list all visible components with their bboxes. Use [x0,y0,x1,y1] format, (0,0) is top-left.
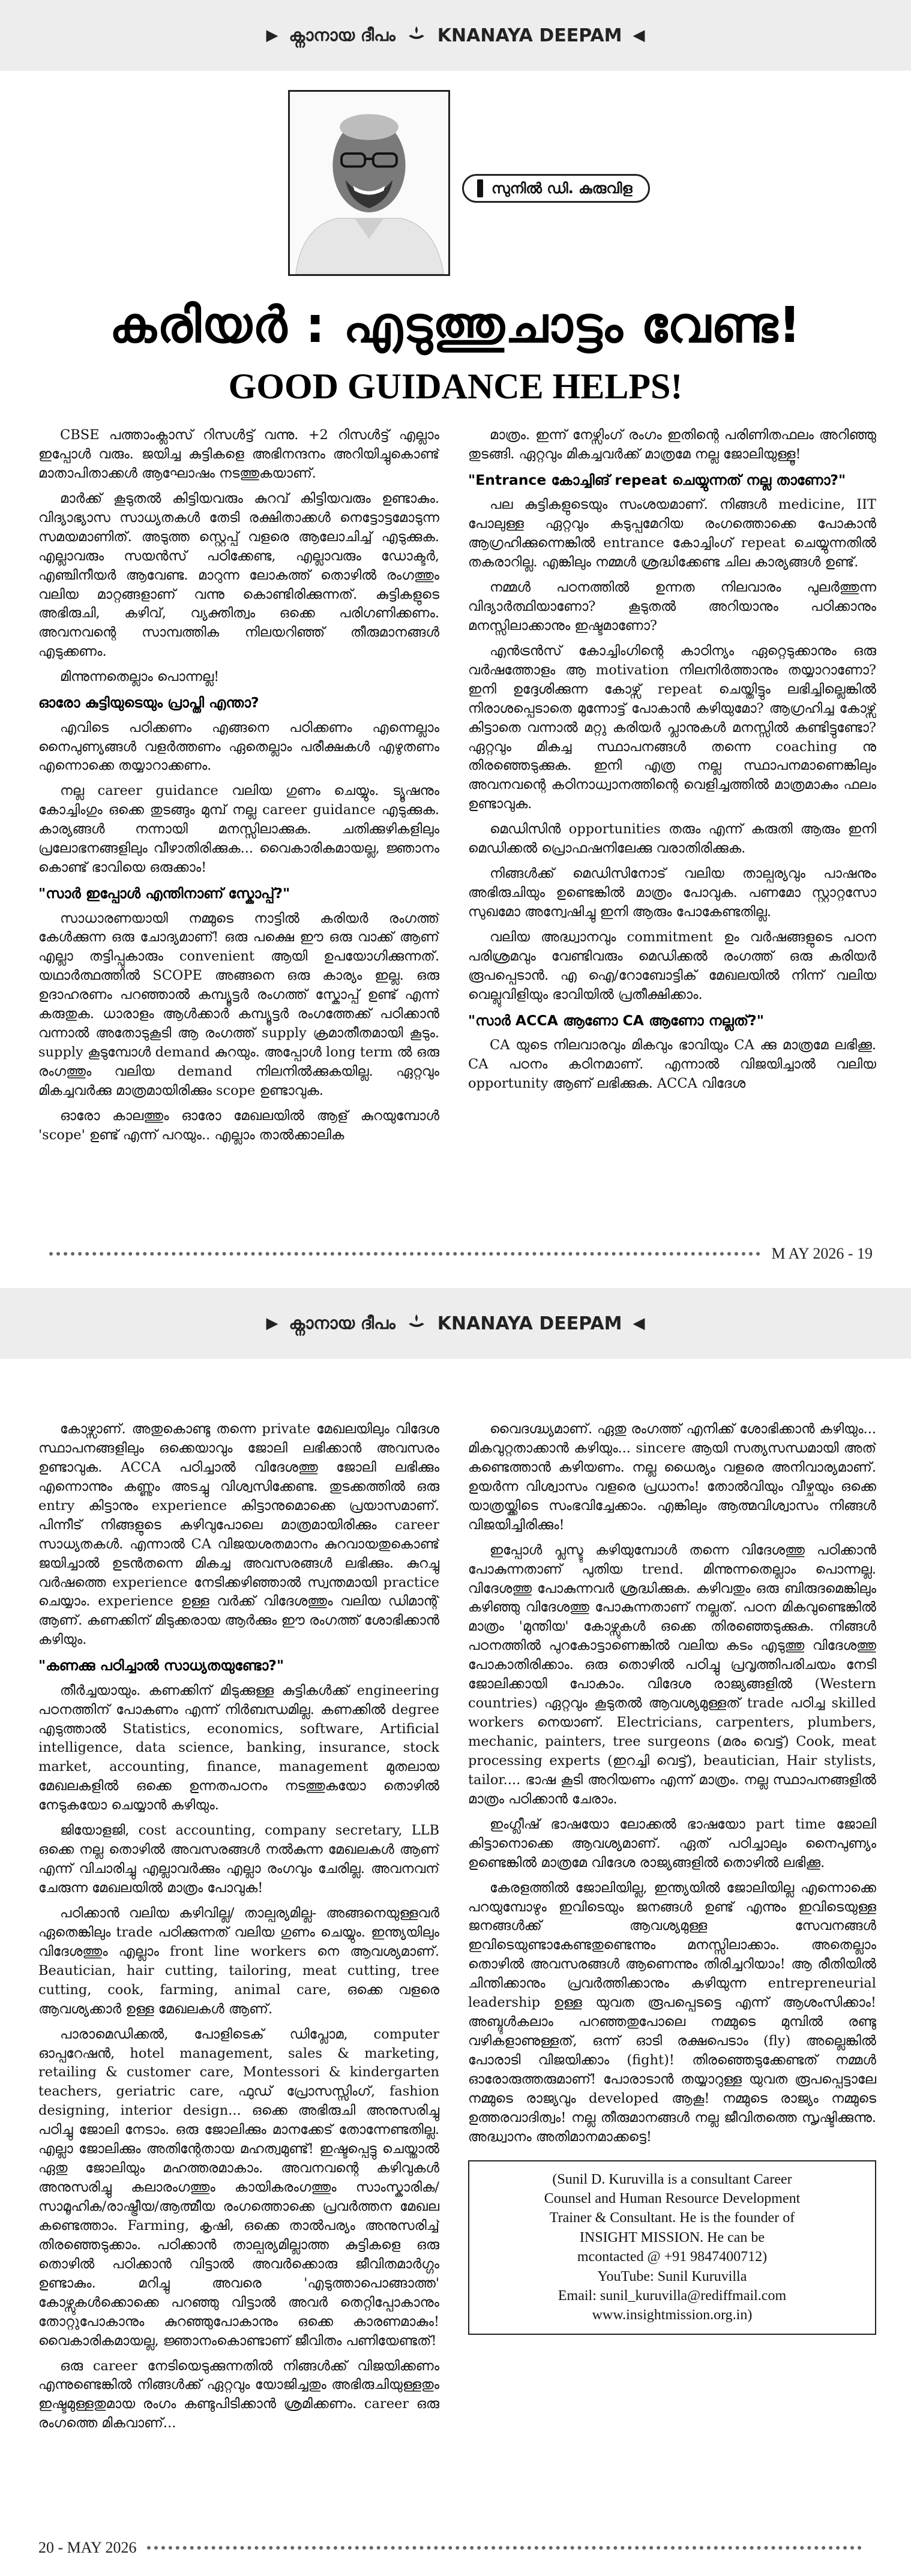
paragraph: മെഡിസിൻ opportunities തരും എന്ന് കരുതി ആരും ഇനി മെഡിക്കൽ പ്രൊഫഷനിലേക്കു വരാതിരിക്കുക. [468,821,876,857]
paragraph: ജിയോളജി, cost accounting, company secretary, LLB ഒക്കെ നല്ല തൊഴിൽ അവസരങ്ങൾ നൽകുന്ന മേഖലകൾ ആണ് എന്ന് വിചാരിച്ചു എല്ലാവർക്കും എല്ലാ രംഗവും ചേരില്ല. അവനവന് ചേരുന്ന മേഖലയിൽ മാത്രം പോവുക! [38,1823,439,1896]
magazine-name-english: KNANAYA DEEPAM [437,25,622,46]
paragraph: നല്ല career guidance വലിയ ഗുണം ചെയ്യും. ട്യൂഷനും കോച്ചിംഗും ഒക്കെ തുടങ്ങും മുമ്പ് നല്ല career guidance എടുക്കുക. കാര്യങ്ങൾ നന്നായി മനസ്സിലാക്കുക. ചതിക്കുഴികളിലും പ്രലോഭനങ്ങളിലും വീഴാതിരിക്കുക... വൈകാരികമായല്ല, ജ്ഞാനം കൊണ്ട് ഭാവിയെ ഒരുക്കാം! [38,783,439,876]
paragraph: തീർച്ചയായും. കണക്കിന് മിടുക്കുള്ള കുട്ടികൾക്ക് engineering പഠനത്തിന് പോകണം എന്ന് നിർബന്ധമില്ല. കണക്കിൽ degree എടുത്താൽ Statistics, economics, software, Artificial intelligence, data science, banking, insurance, stock market, accounting, finance, management മുതലായ മേഖലകളിൽ ഒക്കെ ഉന്നതപഠനം നടത്തുകയോ തൊഴിൽ നേടുകയോ ചെയ്യാൻ കഴിയും. [38,1682,439,1814]
author-name: സുനിൽ ഡി. കുരുവിള [492,180,633,197]
paragraph: കോഴ്സാണ്. അതുകൊണ്ടു തന്നെ private മേഖലയിലും വിദേശ സ്ഥാപനങ്ങളിലും ഒക്കെയാവും ജോലി ലഭിക്കാൻ അവസരം ഉണ്ടാവുക. ACCA പഠിച്ചാൽ വിദേശത്തു ജോലി ലഭിക്കും എന്നൊന്നും കണ്ണും അടച്ചു വിശ്വസിക്കേണ്ട. തുടക്കത്തിൽ ഒരു entry കിട്ടാനും experience കിട്ടാനുമൊക്കെ പ്രയാസമാണ്. പിന്നീട് നിങ്ങളുടെ കഴിവുപോലെ മാത്രമായിരിക്കും career സാധ്യതകൾ. എന്നാൽ CA വിജയശതമാനം കുറവായതുകൊണ്ട് ജയിച്ചാൽ ഉടൻതന്നെ മികച്ച അവസരങ്ങൾ ലഭിക്കും. കുറച്ചു വർഷത്തെ experience നേടിക്കഴിഞ്ഞാൽ സ്വന്തമായി practice ചെയ്യാം. experience ഉള്ള വർക്ക് വിദേശത്തും വലിയ ഡിമാന്റ് ആണ്. കണക്കിന് മിടുക്കരായ ആർക്കും ഈ രംഗത്ത് ശോഭിക്കാൻ കഴിയും. [38,1421,439,1648]
section-heading: "സാർ ACCA ആണോ CA ആണോ നല്ലത്?" [468,1011,765,1029]
bio-line: (Sunil D. Kuruvilla is a consultant Career [552,2171,792,2187]
page20-column-left [38,1420,439,2500]
paragraph: നമ്മൾ പഠനത്തിൽ ഉന്നത നിലവാരം പുലർത്തുന്ന വിദ്യാർത്ഥിയാണോ? കൂടുതൽ അറിയാനും പഠിക്കാനും മനസ്സിലാക്കാനും ഇഷ്ടമാണോ? [468,580,876,634]
paragraph: ഇംഗ്ലീഷ് ഭാഷയോ ലോക്കൽ ഭാഷയോ part time ജോലി കിട്ടാനൊക്കെ ആവശ്യമാണ്. ഏത് പഠിച്ചാലും നൈപുണ്യം ഉണ്ടെങ്കിൽ മാത്രമേ വിദേശ രാജ്യങ്ങളിൽ തൊഴിൽ ലഭിക്കൂ. [468,1816,876,1871]
page-number-20: 20 - MAY 2026 [38,2539,137,2556]
left-triangle-icon: ◀ [633,1314,645,1332]
left-triangle-icon: ◀ [633,26,645,44]
right-triangle-icon: ▶ [266,1314,278,1332]
paragraph: മിന്നുന്നതെല്ലാം പൊന്നല്ല! [60,669,220,685]
author-bio-box [468,2160,876,2335]
magazine-name-malayalam: ക്നാനായ ദീപം [289,25,395,45]
bio-email: Email: sunil_kuruvilla@rediffmail.com [558,2288,787,2304]
paragraph: എൻട്രൻസ് കോച്ചിംഗിന്റെ കാഠിന്യം ഏറ്റെടുക്കാനും ഒരു വർഷത്തോളം ആ motivation നിലനിർത്താനും തയ്യാറാണോ? ഇനി ഉദ്ദേശിക്കുന്ന കോഴ്സ് repeat ചെയ്തിട്ടും ലഭിച്ചില്ലെങ്കിൽ നിരാശപ്പെടാതെ മുന്നോട്ട് പോകാൻ കഴിയുമോ? ആഗ്രഹിച്ച കോഴ്സ് കിട്ടാതെ വന്നാൽ മറ്റു കരിയർ പ്ലാനുകൾ മനസ്സിൽ കണ്ടിട്ടുണ്ടോ? ഏറ്റവും മികച്ച സ്ഥാപനങ്ങൾ തന്നെ coaching നു തിരഞ്ഞെടുക്കുക. ഇനി എത്ര നല്ല സ്ഥാപനമാണെങ്കിലും അവനവന്റെ കഠിനാധ്വാനത്തിന്റെ വെളിച്ചത്തിൽ മാത്രമാകും ഫലം ഉണ്ടാവുക. [468,643,876,812]
paragraph: വൈദഗ്ദ്ധ്യമാണ്. ഏതു രംഗത്ത് എനിക്ക് ശോഭിക്കാൻ കഴിയും... മികവുറ്റതാക്കാൻ കഴിയും... sincere ആയി സത്യസന്ധമായി അത് കണ്ടെത്താൻ കഴിയണം. നല്ല ധൈര്യം വളരെ അനിവാര്യമാണ്. ഉയർന്ന വിശ്വാസം വളരെ പ്രധാനം! തോൽവിയും വീഴ്ചയും ഒക്കെ യാത്രയ്ക്കിടെ സംഭവിച്ചേക്കാം. എങ്കിലും ആത്മവിശ്വാസം നിങ്ങൾ വിജയിച്ചിരിക്കും! [468,1421,876,1533]
footer-dotted-rule [49,1252,760,1256]
lamp-icon [406,24,427,47]
footer-dotted-rule [147,2546,862,2550]
bio-website: www.insightmission.org.in) [592,2307,753,2323]
bio-line: Trainer & Consultant. He is the founder of [549,2210,795,2226]
paragraph: CBSE പത്താംക്ലാസ് റിസൾട്ട് വന്നു. +2 റിസൾട്ട് എല്ലാം ഇപ്പോൾ വരും. ജയിച്ച കുട്ടികളെ അഭിനന്ദനം അറിയിച്ചുകൊണ്ട് മാതാപിതാക്കൾ ആഘോഷം നടത്തുകയാണ്. [38,427,439,481]
running-header [0,1288,911,1359]
paragraph: പല കുട്ടികളുടെയും സംശയമാണ്. നിങ്ങൾ medicine, IIT പോലുള്ള ഏറ്റവും കടുപ്പമേറിയ രംഗത്തൊക്കെ പോകാൻ ആഗ്രഹിക്കുന്നെങ്കിൽ entrance കോച്ചിംഗ് repeat ചെയ്യുന്നതിൽ തകരാറില്ല. എങ്കിലും നമ്മൾ ശ്രദ്ധിക്കേണ്ട ചില കാര്യങ്ങൾ ഉണ്ട്. [468,497,876,571]
paragraph: പാരാമെഡിക്കൽ, പോളിടെക് ഡിപ്ലോമ, computer ഓപ്പറേഷൻ, hotel management, sales & marketing, retailing & customer care, Montessori & kindergarten teachers, geriatric care, ഫുഡ് പ്രോസസ്സിംഗ്, fashion designing, interior design... ഒക്കെ അഭിരുചി അനുസരിച്ചു പഠിച്ചു ജോലി നേടാം. ഒരു ജോലിക്കും മാനക്കേട് തോന്നേണ്ടതില്ല. എല്ലാ ജോലിക്കും അതിന്റേതായ മഹത്വമുണ്ട്! ഇഷ്ടപ്പെട്ടു ചെയ്താൽ ഏതു ജോലിയും മഹത്തരമാകാം. അവനവന്റെ കഴിവുകൾ അനുസരിച്ചു കലാരംഗത്തും കായികരംഗത്തും സാംസ്കാരിക/സാമൂഹിക/രാഷ്ട്രീയ/ആത്മീയ രംഗത്തൊക്കെ പ്രവർത്തന മേഖല കണ്ടെത്താം. Farming, കൃഷി, ഒക്കെ താൽപര്യം അനുസരിച്ച് തിരഞ്ഞെടുക്കാം. പഠിക്കാൻ താല്പര്യമില്ലാത്ത കുട്ടികളെ ഒരു തൊഴിൽ പഠിക്കാൻ വിട്ടാൽ അവർക്കൊരു ജീവിതമാർഗ്ഗം ഉണ്ടാകും. മറിച്ചു അവരെ 'എടുത്താപൊങ്ങാത്ത' കോഴ്സുകൾക്കൊക്കെ പറഞ്ഞു വിട്ടാൽ അവർ തെറ്റിപ്പോകാനും തോറ്റുപോകാനും കുറഞ്ഞുപോകാനും ഒക്കെ കാരണമാകും! വൈകാരികമായല്ല, ജ്ഞാനംകൊണ്ടാണ് ജീവിതം പണിയേണ്ടത്! [38,2026,439,2349]
paragraph: ഇപ്പോൾ പ്ലസ്ടു കഴിയുമ്പോൾ തന്നെ വിദേശത്തു പഠിക്കാൻ പോകുന്നതാണ് പുതിയ trend. മിന്നുന്നതെല്ലാം പൊന്നല്ല. വിദേശത്തു പോകുന്നവർ ശ്രദ്ധിക്കുക. കഴിവതും ഒരു ബിരുദമെങ്കിലും കഴിഞ്ഞു വിദേശത്തു പോകുന്നതാണ് നല്ലത്. പഠന മികവുണ്ടെങ്കിൽ മാത്രം 'മുന്തിയ' കോഴ്സുകൾ ഒക്കെ തിരഞ്ഞെടുക്കുക. നിങ്ങൾ പഠനത്തിൽ പുറകോട്ടാണെങ്കിൽ വലിയ കടം എടുത്തു വിദേശത്തു പോകാതിരിക്കാം. ഒരു തൊഴിൽ പഠിച്ചു പ്രവൃത്തിപരിചയം നേടി ജോലിക്കായി പോകാം. വിദേശ രാജ്യങ്ങളിൽ (Western countries) ഏറ്റവും കൂടുതൽ ആവശ്യമുള്ളത് trade പഠിച്ച skilled workers നെയാണ്. Electricians, carpenters, plumbers, mechanic, painters, tree surgeons (മരം വെട്ട്) Cook, meat processing experts (ഇറച്ചി വെട്ട്), beautician, Hair stylists, tailor.... ഭാഷ കൂടി അറിയണം എന്ന് മാത്രം. നല്ല സ്ഥാപനങ്ങളിൽ മാത്രം പഠിക്കാൻ ചേരാം. [468,1542,876,1807]
byline-marker-icon [477,179,483,197]
paragraph: നിങ്ങൾക്ക് മെഡിസിനോട് വലിയ താല്പര്യവും പാഷനും അഭിരുചിയും ഉണ്ടെങ്കിൽ മാത്രം പോവുക. പണമോ സ്റ്റാറ്റസോ സുഖമോ അന്വേഷിച്ചു ഇനി ആരും പോകേണ്ടതില്ല. [468,866,876,920]
lamp-icon [406,1312,427,1335]
paragraph: CA യുടെ നിലവാരവും മികവും ഭാവിയും CA ക്കു മാത്രമേ ലഭിക്കൂ. CA പഠനം കഠിനമാണ്. എന്നാൽ വിജയിച്ചാൽ വലിയ opportunity ആണ് ലഭിക്കുക. ACCA വിദേശ [468,1037,876,1092]
author-byline [462,174,650,203]
section-heading: ഓരോ കുട്ടിയുടെയും പ്രാപ്തി എന്താ? [38,694,259,711]
page19-column-right [468,426,876,1230]
magazine-name-malayalam: ക്നാനായ ദീപം [289,1313,395,1333]
page20-footer [0,2536,911,2560]
page19-column-left [38,426,439,1230]
article-title-malayalam: കരിയർ : എടുത്തുചാട്ടം വേണ്ട! [109,297,802,354]
paragraph: മാർക്ക് കൂടുതൽ കിട്ടിയവരും കുറവ് കിട്ടിയവരും ഉണ്ടാകും. വിദ്യാഭ്യാസ സാധ്യതകൾ തേടി രക്ഷിതാക്കൾ നെട്ടോട്ടമോടുന്ന സമയമാണിത്. അടുത്ത സ്റ്റെപ്പ് വളരെ ആലോചിച്ച് എടുക്കുക. എല്ലാവരും സയൻസ് പഠിക്കേണ്ട, എല്ലാവരും ഡോക്ടർ, എഞ്ചിനീയർ ആവേണ്ട. മാറുന്ന ലോകത്ത് തൊഴിൽ രംഗത്തും വലിയ മാറ്റങ്ങളാണ് വന്നു കൊണ്ടിരിക്കുന്നത്. കുട്ടികളുടെ അഭിരുചി, കഴിവ്, വ്യക്തിത്വം ഒക്കെ പരിഗണിക്കണം. അവനവന്റെ സാമ്പത്തിക നിലയറിഞ്ഞ് തീരുമാനങ്ങൾ എടുക്കണം. [38,490,439,660]
bio-youtube: YouTube: Sunil Kuruvilla [597,2268,747,2284]
page20-column-right-body [468,1420,876,2147]
paragraph: ഒരു career നേടിയെടുക്കുന്നതിൽ നിങ്ങൾക്ക് വിജയിക്കണം എന്നുണ്ടെങ്കിൽ നിങ്ങൾക്ക് ഏറ്റവും യോജിച്ചതും അഭിരുചിയുള്ളതും ഇഷ്ടമുള്ളതുമായ രംഗം കണ്ടുപിടിക്കാൻ ശ്രമിക്കണം. career ഒരു രംഗത്തെ മികവാണ്... [38,2358,439,2431]
paragraph: കേരളത്തിൽ ജോലിയില്ല, ഇന്ത്യയിൽ ജോലിയില്ല എന്നൊക്കെ പറയുമ്പോഴും ഇവിടെയും ജനങ്ങൾ ഉണ്ട് എന്നും ഇവിടെയുള്ള ജനങ്ങൾക്ക് ആവശ്യമുള്ള സേവനങ്ങൾ ഇവിടെയുണ്ടാകേണ്ടതുണ്ടെന്നും മനസ്സിലാക്കാം. അതെല്ലാം തൊഴിൽ അവസരങ്ങൾ ആണെന്നും തിരിച്ചറിയാം! ആ രീതിയിൽ ചിന്തിക്കാനും പ്രവർത്തിക്കാനും കഴിയുന്ന entrepreneurial leadership ഉള്ള യുവത രൂപപ്പെടട്ടെ എന്ന് ആശംസിക്കാം! അബ്ദുൾകലാം പറഞ്ഞതുപോലെ നമ്മുടെ മുമ്പിൽ രണ്ടു വഴികളാണുള്ളത്, ഒന്ന് ഓടി രക്ഷപെടാം (fly) അല്ലെങ്കിൽ പോരാടി വിജയിക്കാം (fight)! തിരഞ്ഞെടുക്കേണ്ടത് നമ്മൾ ഓരോരുത്തരുമാണ്! പോരാടാൻ തയ്യാറുള്ള യുവത രൂപപ്പെട്ടാലേ നമ്മുടെ രാജ്യവും developed ആകൂ! നമ്മുടെ രാജ്യം നമ്മുടെ ഉത്തരവാദിത്വം! നല്ല തീരുമാനങ്ങൾ നല്ല ജീവിതത്തെ സൃഷ്ടിക്കുന്നു. അദ്ധ്വാനം അതിമാനമാക്കട്ടെ! [468,1880,876,2145]
paragraph: മാത്രം. ഇന്ന് നേഴ്സിംഗ് രംഗം ഇതിന്റെ പരിണിതഫലം അറിഞ്ഞു തുടങ്ങി. ഏറ്റവും മികച്ചവർക്ക് മാത്രമേ നല്ല ജോലിയുള്ളൂ! [468,427,876,462]
section-heading: "സാർ ഇപ്പോൾ എന്തിനാണ് സ്കോപ്പ്?" [38,885,290,902]
author-photo [288,90,450,276]
right-triangle-icon: ▶ [266,26,278,44]
paragraph: പഠിക്കാൻ വലിയ കഴിവില്ല/ താല്പര്യമില്ല- അങ്ങനെയുള്ളവർ ഏതെങ്കിലും trade പഠിക്കുന്നത് വലിയ ഗുണം ചെയ്യും. ഇന്ത്യയിലും വിദേശത്തും എല്ലാം front line workers നെ ആവശ്യമാണ്. Beautician, hair cutting, tailoring, meat cutting, tree cutting, cook, farming, animal care, ഒക്കെ വളരെ ആവശ്യക്കാർ ഉള്ള മേഖലകൾ ആണ്. [38,1905,439,2017]
paragraph: സാധാരണയായി നമ്മുടെ നാട്ടിൽ കരിയർ രംഗത്ത് കേൾക്കുന്ന ഒരു ചോദ്യമാണ്! ഒരു പക്ഷെ ഈ ഒരു വാക്ക് ആണ് എല്ലാ തട്ടിപ്പുകാരും convenient ആയി ഉപയോഗിക്കുന്നത്. യഥാർത്ഥത്തിൽ SCOPE അങ്ങനെ ഒരു കാര്യം ഇല്ല. ഒരു ഉദാഹരണം പറഞ്ഞാൽ കമ്പ്യൂട്ടർ രംഗത്ത് സ്കോപ്പ് ഉണ്ട് എന്ന് കരുതുക. ധാരാളം ആൾക്കാർ കമ്പ്യൂട്ടർ രംഗത്തേക്ക് പഠിക്കാൻ വന്നാൽ അതോടുകൂടി ആ രംഗത്ത് supply ക്രമാതീതമായി കൂടും. supply കൂടുമ്പോൾ demand കുറയും. അപ്പോൾ long term ൽ ഒരു രംഗത്തും വലിയ demand നിലനിൽക്കുകയില്ല. ഏറ്റവും മികച്ചവർക്കു മാത്രമായിരിക്കും scope ഉണ്ടാവുക. [38,910,439,1098]
bio-line: INSIGHT MISSION. He can be [579,2229,765,2245]
magazine-name-english: KNANAYA DEEPAM [437,1313,622,1334]
paragraph: വലിയ അദ്ധ്വാനവും commitment ഉം വർഷങ്ങളുടെ പഠന പരിശ്രമവും വേണ്ടിവരും മെഡിക്കൽ രംഗത്ത് ഒരു കരിയർ രൂപപ്പെടാൻ. എ ഐ/റോബോട്ടിക് മേഖലയിൽ നിന്ന് വലിയ വെല്ലുവിളിയും ഭാവിയിൽ പ്രതീക്ഷിക്കാം. [468,929,876,1002]
paragraph: എവിടെ പഠിക്കണം എങ്ങനെ പഠിക്കണം എന്നെല്ലാം നൈപുണ്യങ്ങൾ വളർത്തണം ഏതെല്ലാം പരീക്ഷകൾ എഴുതണം എന്നൊക്കെ തയ്യാറാക്കണം. [38,719,439,774]
section-heading: "കണക്കു പഠിച്ചാൽ സാധ്യതയുണ്ടോ?" [38,1657,284,1674]
article-title-english: GOOD GUIDANCE HELPS! [228,367,683,406]
magazine-page-20 [0,1288,911,2576]
running-header [0,0,911,71]
page19-footer [0,1242,911,1266]
bio-line: Counsel and Human Resource Development [544,2191,801,2207]
section-heading: "Entrance കോച്ചിങ് repeat ചെയ്യുന്നത് നല്ല താണോ?" [468,471,846,488]
bio-phone: mcontacted @ +91 9847400712) [577,2249,768,2265]
paragraph: ഓരോ കാലത്തും ഓരോ മേഖലയിൽ ആള് കുറയുമ്പോൾ 'scope' ഉണ്ട് എന്ന് പറയും.. എല്ലാം താൽക്കാലിക [38,1107,439,1143]
page20-column-right [468,1420,876,2500]
page-number-19: M AY 2026 - 19 [771,1245,873,1262]
